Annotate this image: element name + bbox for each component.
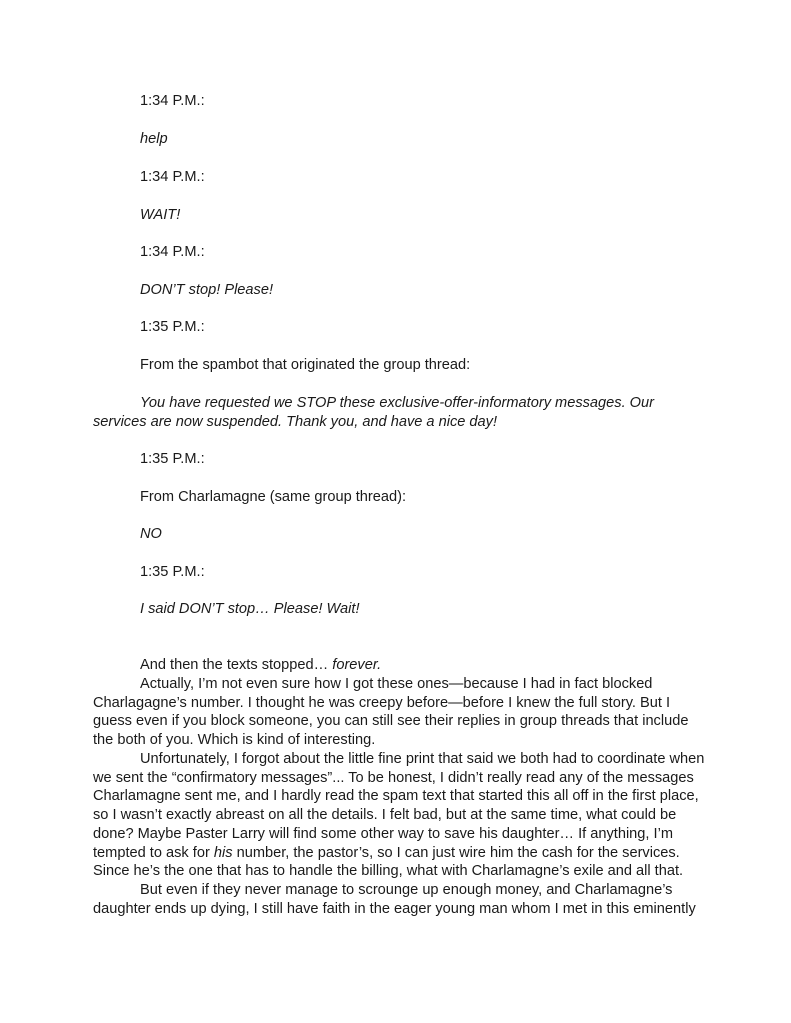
paragraph-1-lead: And then the texts stopped…: [140, 657, 333, 673]
spam-message-paragraph: [93, 394, 708, 432]
body-text: [93, 656, 708, 919]
message-line: help: [140, 131, 168, 147]
paragraph-2: Actually, I’m not even sure how I got these ones—because I had in fact blocked Charlagagne’s number. I thought he was creepy before—before I knew the full story. But I guess even if you block someone, you can still see their replies in group threads that include the both of you. Which is kind of interesting.: [93, 675, 689, 748]
paragraph-3-part-a: Unfortunately, I forgot about the little fine print that said we both had to coordinate when we sent the “confirmatory messages”... To be honest, I didn’t really read any of the messages Charlamagne sent me, and I hardly read the spam text that started this all off in the first place, so I wasn’t exactly abreast on all the details. I felt bad, but at the same time, what could be done? Maybe Paster Larry will find some other way to save his daughter… If anything, I’m tempted to ask for: [93, 750, 705, 861]
message-line: DON’T stop! Please!: [140, 282, 274, 298]
paragraph-1-emphasis: forever.: [332, 657, 382, 673]
sender-line: From Charlamagne (same group thread):: [140, 489, 407, 505]
message-line: I said DON’T stop… Please! Wait!: [140, 601, 360, 617]
paragraph-1: [93, 656, 708, 675]
spam-message-text: You have requested we STOP these exclusive-offer-informatory messages. Our services are now suspended. Thank you, and have a nice day!: [93, 395, 655, 430]
paragraph-3: [93, 750, 708, 881]
message-line: WAIT!: [140, 207, 181, 223]
paragraph-3-emphasis: his: [213, 844, 233, 861]
timestamp-line: 1:34 P.M.:: [140, 244, 205, 260]
timestamp-line: 1:35 P.M.:: [140, 319, 205, 335]
message-line: NO: [140, 526, 162, 542]
timestamp-line: 1:34 P.M.:: [140, 169, 205, 185]
timestamp-line: 1:35 P.M.:: [140, 451, 205, 467]
timestamp-line: 1:35 P.M.:: [140, 564, 205, 580]
paragraph-3-part-b: number, the pastor’s, so I can just wire him the cash for the services. Since he’s the one that has to handle the billing, what with Charlamagne’s exile and all that.: [93, 844, 684, 880]
sender-line: From the spambot that originated the group thread:: [140, 357, 471, 373]
paragraph-4: But even if they never manage to scrounge up enough money, and Charlamagne’s daughter ends up dying, I still have faith in the eager young man whom I met in this eminently: [93, 882, 696, 917]
timestamp-line: 1:34 P.M.:: [140, 93, 205, 109]
